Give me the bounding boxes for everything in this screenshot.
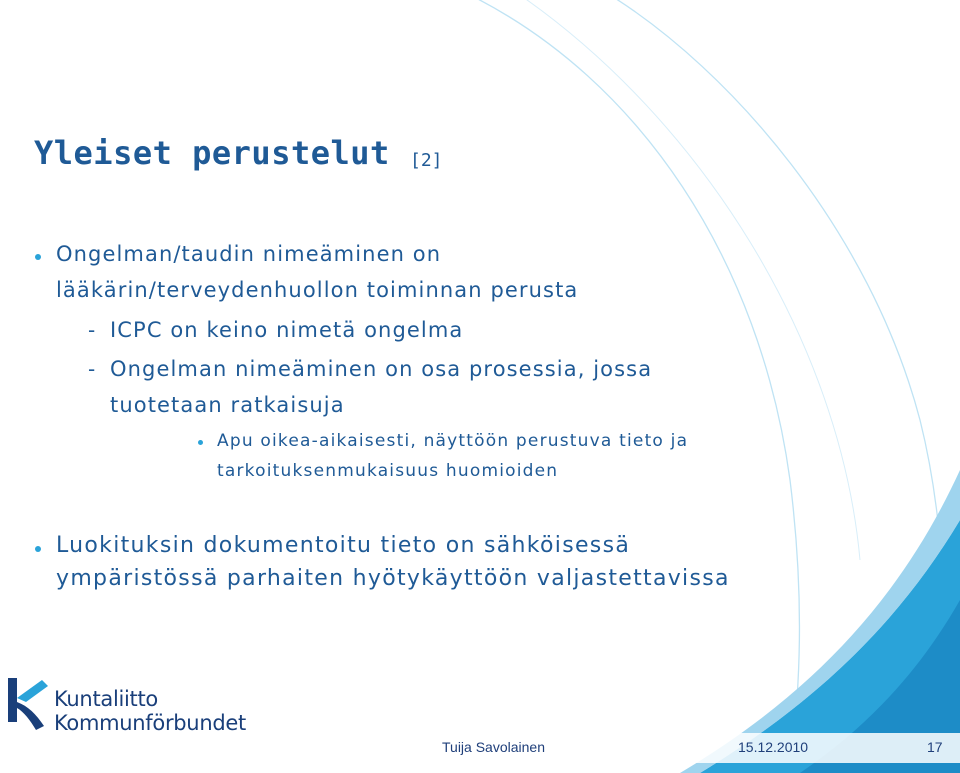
bullet-2-line-2: ympäristössä parhaiten hyötykäyttöön valjastettavissa (56, 566, 730, 591)
sub-bullet-2-line-2: tuotetaan ratkaisuja (110, 393, 345, 417)
bullet-dot (35, 546, 41, 552)
footer-date: 15.12.2010 (738, 739, 809, 755)
bullet-dot (35, 254, 41, 260)
footer-author: Tuija Savolainen (442, 739, 545, 755)
decor-curve-left (470, 0, 799, 773)
sub-bullet-2-line-1: Ongelman nimeäminen on osa prosessia, jossa (110, 357, 653, 381)
bullet-dot (198, 440, 203, 445)
slide-title: Yleiset perustelut (34, 134, 390, 172)
dash-marker: - (88, 357, 96, 381)
sub-bullet-1: ICPC on keino nimetä ongelma (110, 318, 464, 342)
sub-sub-bullet-line-2: tarkoituksenmukaisuus huomioiden (217, 461, 559, 481)
bullet-2-line-1: Luokituksin dokumentoitu tieto on sähköisessä (56, 533, 631, 558)
logo-text-line-2: Kommunförbundet (54, 711, 246, 735)
footer-page-number: 17 (927, 739, 943, 755)
bullet-1-line-2: lääkärin/terveydenhuollon toiminnan perusta (56, 278, 579, 302)
kuntaliitto-logo (6, 676, 256, 740)
sub-sub-bullet-line-1: Apu oikea-aikaisesti, näyttöön perustuva tieto ja (217, 431, 689, 451)
dash-marker: - (88, 318, 96, 342)
logo-mark-icon (6, 676, 52, 740)
slide-title-tag: [2] (410, 150, 443, 171)
bullet-1-line-1: Ongelman/taudin nimeäminen on (56, 242, 442, 266)
logo-text-line-1: Kuntaliitto (54, 687, 158, 711)
